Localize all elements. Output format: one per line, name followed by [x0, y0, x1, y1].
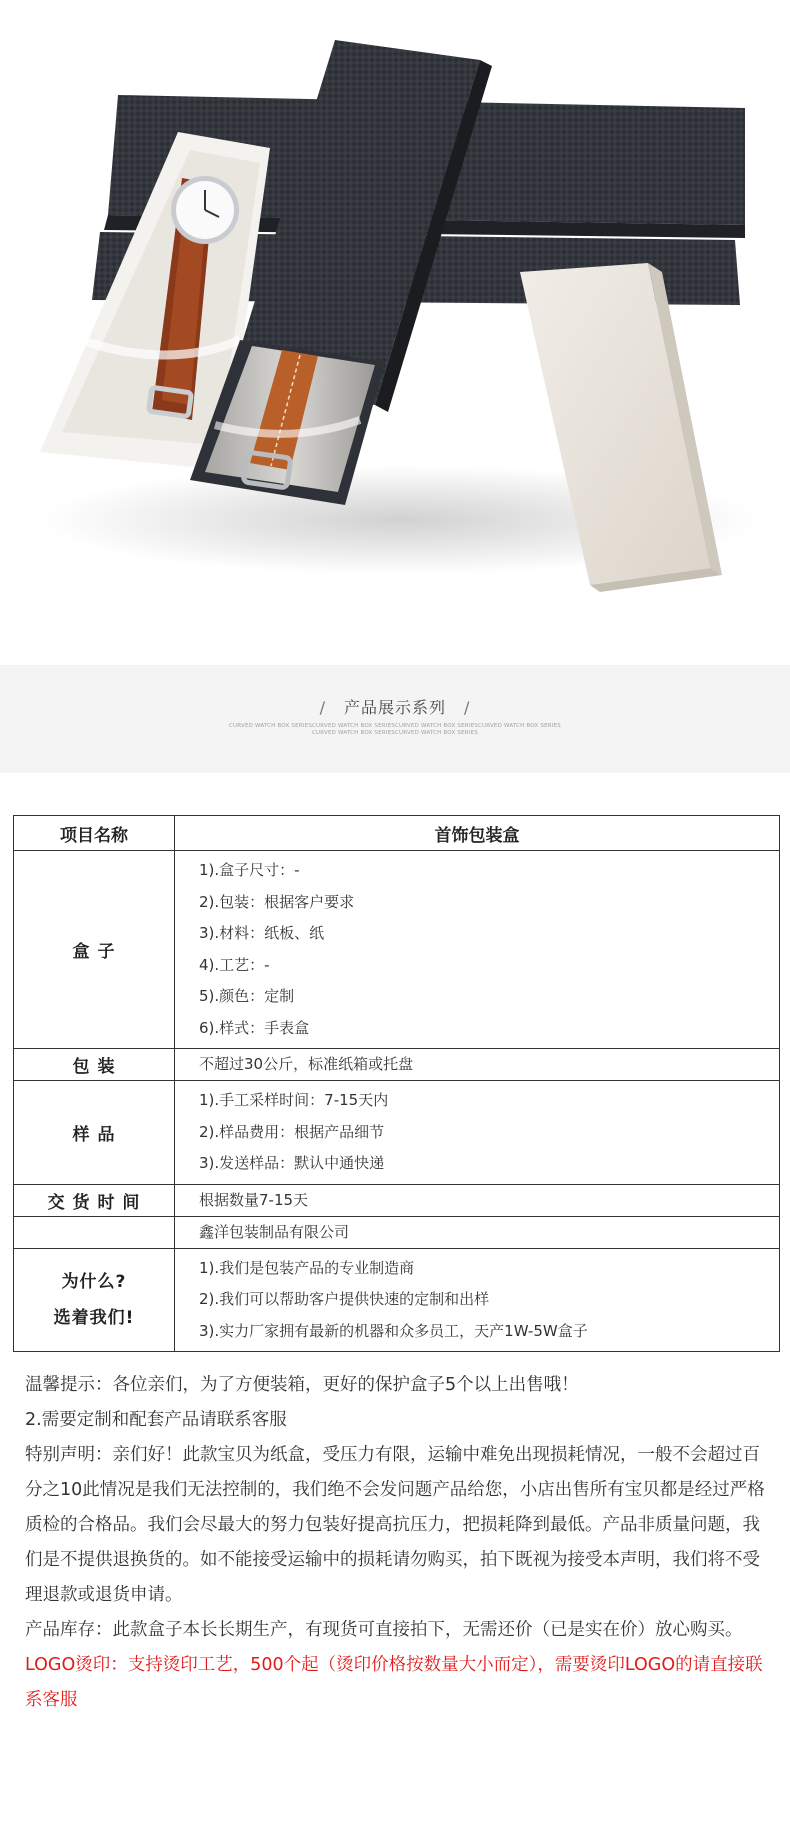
table-row-delivery — [14, 1184, 780, 1216]
list-item: 2).我们可以帮助客户提供快速的定制和出样 — [199, 1290, 490, 1308]
spec-table — [13, 815, 780, 1352]
list-item: 2).包装：根据客户要求 — [199, 892, 355, 911]
product-photo — [0, 0, 790, 665]
banner-title: 产品展示系列 — [343, 698, 446, 717]
row-value — [175, 851, 780, 1049]
banner-slash-right: / — [464, 698, 471, 717]
row-label — [14, 1248, 175, 1352]
row-value: 不超过30公斤，标准纸箱或托盘 — [175, 1049, 780, 1081]
row-label: 盒 子 — [14, 851, 175, 1049]
banner-title-row — [0, 695, 790, 718]
list-item: 3).材料：纸板、纸 — [199, 924, 325, 942]
why-label-line2: 选着我们! — [53, 1307, 135, 1328]
list-item: 1).我们是包装产品的专业制造商 — [199, 1258, 415, 1277]
list-item: 5).颜色：定制 — [199, 987, 295, 1005]
statement-text: 特别声明：亲们好！此款宝贝为纸盒，受压力有限，运输中难免出现损耗情况，一般不会超过百分之10此情况是我们无法控制的，我们绝不会发问题产品给您，小店出售所有宝贝都是经过严格质检的合格品。我们会尽最大的努力包装好提高抗压力，把损耗降到最低。产品非质量问题，我们是不提供退换货的。如不能接受运输中的损耗请勿购买，拍下既视为接受本声明，我们将不受理退款或退货申请。 — [25, 1445, 765, 1605]
row-label: 包 装 — [14, 1049, 175, 1081]
row-label: 交 货 时 间 — [14, 1184, 175, 1216]
banner-subtitle-line2: CURVED WATCH BOX SERIESCURVED WATCH BOX SERIES — [312, 730, 478, 736]
table-row-box — [14, 851, 780, 1049]
row-value — [175, 1248, 780, 1352]
row-value: 鑫洋包装制品有限公司 — [175, 1216, 780, 1248]
table-row-why-us — [14, 1248, 780, 1352]
why-label-line1: 为什么? — [61, 1271, 127, 1292]
list-item: 3).实力厂家拥有最新的机器和众多员工，天产1W-5W盒子 — [199, 1321, 588, 1340]
list-item: 1).手工采样时间：7-15天内 — [199, 1091, 389, 1109]
row-label — [14, 1216, 175, 1248]
list-item: 2).样品费用：根据产品细节 — [199, 1122, 385, 1141]
table-row-sample — [14, 1081, 780, 1185]
table-row-company — [14, 1216, 780, 1248]
header-value: 首饰包装盒 — [175, 816, 780, 851]
stock-text: 产品库存：此款盒子本长长期生产，有现货可直接拍下，无需还价（已是实在价）放心购买。 — [25, 1620, 743, 1640]
list-item: 1).盒子尺寸：- — [199, 861, 300, 879]
logo-text: LOGO烫印：支持烫印工艺，500个起（烫印价格按数量大小而定），需要烫印LOGO的请直接联系客服 — [25, 1655, 763, 1710]
header-label: 项目名称 — [14, 816, 175, 851]
row-value: 根据数量7-15天 — [175, 1184, 780, 1216]
list-item: 3).发送样品：默认中通快递 — [199, 1154, 385, 1172]
list-item: 6).样式：手表盒 — [199, 1018, 310, 1037]
banner-slash-left: / — [319, 698, 326, 717]
list-item: 4).工艺：- — [199, 955, 270, 974]
notes-section — [25, 1368, 777, 1718]
watch-box-illustration — [0, 0, 790, 665]
custom-text: 2.需要定制和配套产品请联系客服 — [25, 1410, 287, 1430]
series-banner — [0, 665, 790, 773]
tip-text: 温馨提示：各位亲们，为了方便装箱，更好的保护盒子5个以上出售哦！ — [25, 1375, 579, 1395]
table-row-packing — [14, 1049, 780, 1081]
table-header-row — [14, 816, 780, 851]
row-label: 样 品 — [14, 1081, 175, 1185]
row-value — [175, 1081, 780, 1185]
banner-subtitle-line1: CURVED WATCH BOX SERIESCURVED WATCH BOX SERIESCURVED WATCH BOX SERIESCURVED WATCH BOX SERIES — [229, 723, 561, 729]
